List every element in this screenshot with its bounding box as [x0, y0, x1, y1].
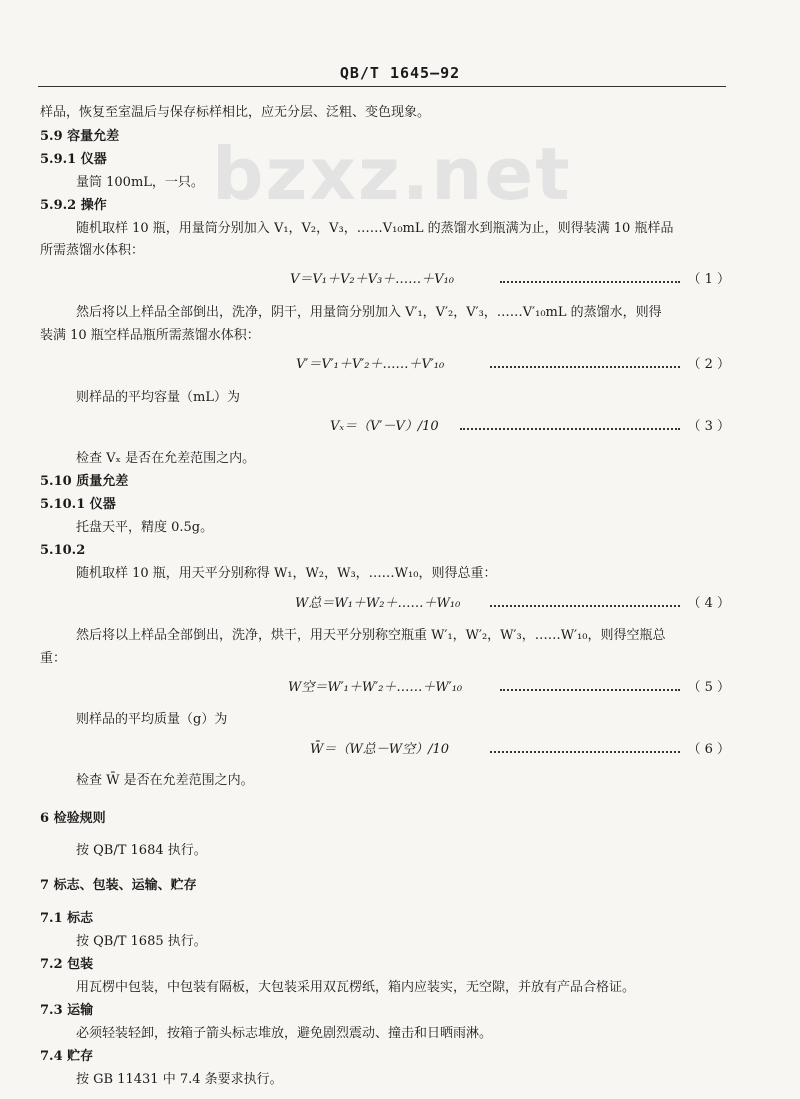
paragraph-line: 检查 Vₓ 是否在允差范围之内。: [76, 451, 256, 466]
equation-1: [40, 271, 730, 289]
watermark: bzxz.net: [212, 132, 572, 216]
equation-formula: V′＝V′₁＋V′₂＋……＋V′₁₀: [296, 357, 445, 372]
section-heading-5-9-2: 5.9.2 操作: [40, 198, 107, 213]
equation-3: [40, 418, 730, 436]
leader-dots: [460, 418, 680, 430]
equation-6: [40, 741, 730, 759]
paragraph-line: 所需蒸馏水体积：: [40, 243, 145, 258]
equation-number: （ 2 ）: [687, 357, 730, 372]
paragraph-line: 随机取样 10 瓶，用量筒分别加入 V₁，V₂，V₃，……V₁₀mL 的蒸馏水到瓶满为止，则得装满 10 瓶样品: [76, 221, 674, 236]
paragraph-line: 用瓦楞中包装，中包装有隔板，大包装采用双瓦楞纸，箱内应装实，无空隙，并放有产品合格证。: [76, 980, 636, 995]
leader-dots: [500, 679, 680, 691]
equation-formula: W总＝W₁＋W₂＋……＋W₁₀: [295, 596, 461, 611]
equation-2: [40, 356, 730, 374]
leader-dots: [490, 595, 680, 607]
leader-dots: [490, 356, 680, 368]
equation-formula: V＝V₁＋V₂＋V₃＋……＋V₁₀: [290, 272, 454, 287]
paragraph-line: 按 QB/T 1684 执行。: [76, 843, 207, 858]
equation-number: （ 6 ）: [687, 742, 730, 757]
paragraph-line: 随机取样 10 瓶，用天平分别称得 W₁，W₂，W₃，……W₁₀，则得总重：: [76, 566, 497, 581]
section-heading-6: 6 检验规则: [40, 811, 106, 826]
section-heading-7-1: 7.1 标志: [40, 911, 94, 926]
section-heading-5-9: 5.9 容量允差: [40, 129, 120, 144]
paragraph-line: 则样品的平均质量（g）为: [76, 712, 228, 727]
equation-number: （ 1 ）: [687, 272, 730, 287]
section-heading-5-10-1: 5.10.1 仪器: [40, 497, 116, 512]
paragraph-line: 按 QB/T 1685 执行。: [76, 934, 207, 949]
equation-number: （ 3 ）: [687, 419, 730, 434]
section-heading-7: 7 标志、包装、运输、贮存: [40, 878, 197, 893]
leader-dots: [500, 271, 680, 283]
section-heading-5-9-1: 5.9.1 仪器: [40, 152, 107, 167]
equation-formula: W̄＝（W总－W空）/10: [310, 742, 450, 757]
paragraph-line: 检查 W̄ 是否在允差范围之内。: [76, 773, 254, 788]
section-heading-7-2: 7.2 包装: [40, 957, 94, 972]
section-heading-7-3: 7.3 运输: [40, 1003, 94, 1018]
paragraph-line: 必须轻装轻卸，按箱子箭头标志堆放，避免剧烈震动、撞击和日晒雨淋。: [76, 1026, 493, 1041]
leader-dots: [490, 741, 680, 753]
header-rule: [38, 86, 726, 87]
section-heading-5-10: 5.10 质量允差: [40, 474, 129, 489]
equation-4: [40, 595, 730, 613]
equation-formula: Vₓ＝（V′－V）/10: [330, 419, 439, 434]
standard-code-header: QB/T 1645—92: [339, 64, 461, 82]
paragraph-line: 然后将以上样品全部倒出，洗净，阴干，用量筒分别加入 V′₁，V′₂，V′₃，……V′₁₀mL 的蒸馏水，则得: [76, 305, 662, 320]
paragraph-line: 则样品的平均容量（mL）为: [76, 390, 240, 405]
paragraph-line: 样品，恢复至室温后与保存标样相比，应无分层、泛粗、变色现象。: [40, 105, 431, 120]
paragraph-line: 按 GB 11431 中 7.4 条要求执行。: [76, 1072, 283, 1087]
section-heading-5-10-2: 5.10.2: [40, 543, 86, 558]
paragraph-line: 装满 10 瓶空样品瓶所需蒸馏水体积：: [40, 328, 260, 343]
equation-formula: W空＝W′₁＋W′₂＋……＋W′₁₀: [288, 680, 463, 695]
paragraph-line: 量筒 100mL，一只。: [76, 175, 204, 190]
section-heading-7-4: 7.4 贮存: [40, 1049, 94, 1064]
equation-number: （ 5 ）: [687, 680, 730, 695]
equation-number: （ 4 ）: [687, 596, 730, 611]
equation-5: [40, 679, 730, 697]
paragraph-line: 然后将以上样品全部倒出，洗净，烘干，用天平分别称空瓶重 W′₁，W′₂，W′₃，……W′₁₀，则得空瓶总: [76, 628, 666, 643]
paragraph-line: 托盘天平，精度 0.5g。: [76, 520, 214, 535]
paragraph-line: 重：: [40, 651, 67, 666]
